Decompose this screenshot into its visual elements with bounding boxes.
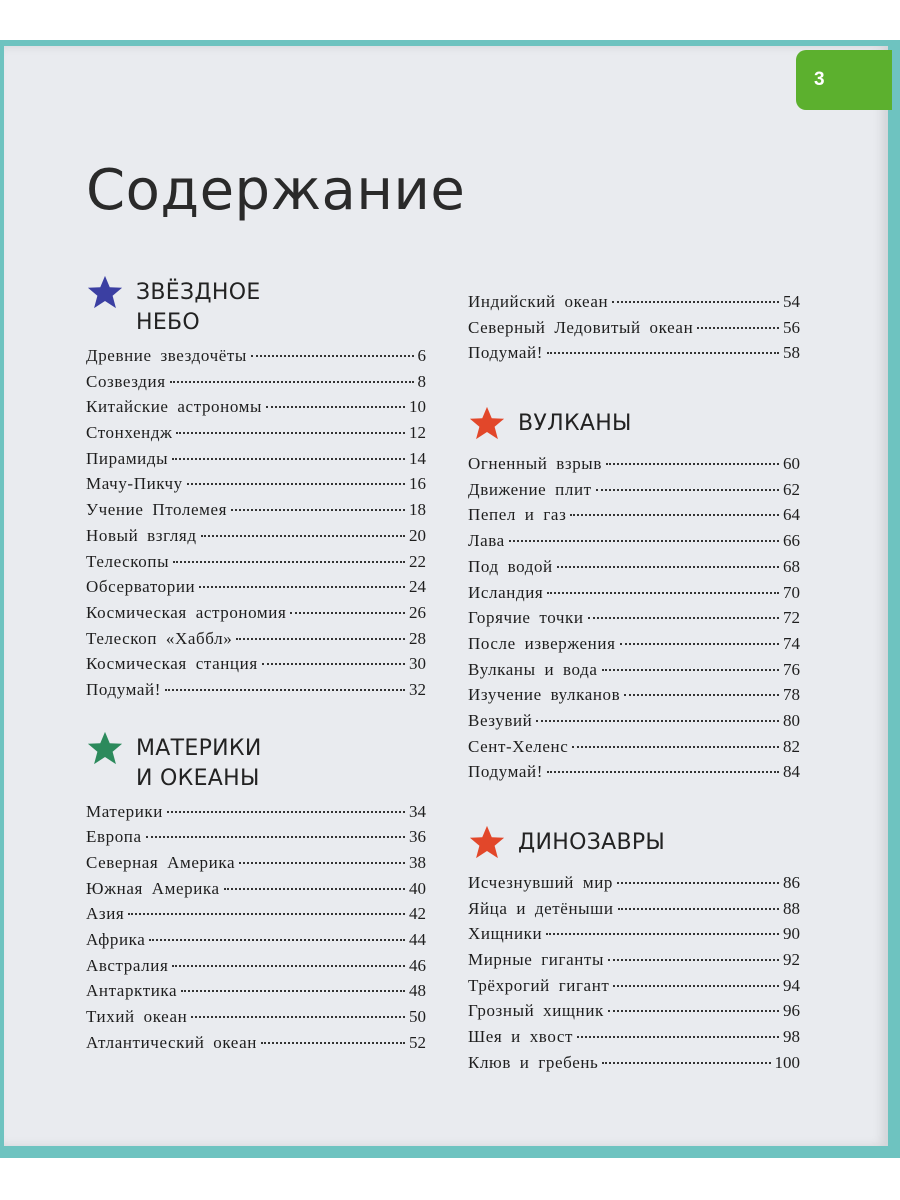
section-header bbox=[86, 278, 426, 338]
dot-leader bbox=[606, 463, 779, 465]
toc-entry-label: Подумай! bbox=[86, 679, 161, 699]
toc-entry-page-number: 64 bbox=[783, 505, 800, 525]
toc-entry-label: Атлантический океан bbox=[86, 1032, 257, 1052]
toc-entry[interactable] bbox=[468, 480, 800, 506]
dot-leader bbox=[602, 1062, 770, 1064]
toc-entry-label: Сент-Хеленс bbox=[468, 736, 569, 756]
dot-leader bbox=[266, 406, 405, 408]
toc-entry[interactable] bbox=[468, 1001, 800, 1027]
toc-entry[interactable] bbox=[468, 608, 800, 634]
toc-entry-page-number: 82 bbox=[783, 736, 800, 756]
toc-entry[interactable] bbox=[86, 930, 426, 956]
section-header bbox=[468, 409, 800, 442]
toc-entry[interactable] bbox=[86, 346, 426, 372]
toc-entries bbox=[86, 802, 426, 1059]
toc-entry-page-number: 58 bbox=[783, 343, 800, 363]
toc-entry-page-number: 36 bbox=[409, 827, 426, 847]
dot-leader bbox=[596, 489, 779, 491]
dot-leader bbox=[546, 933, 779, 935]
toc-entry-page-number: 44 bbox=[409, 930, 426, 950]
toc-entry-label: Северный Ледовитый океан bbox=[468, 317, 694, 337]
toc-entry[interactable] bbox=[86, 552, 426, 578]
toc-entry-page-number: 84 bbox=[783, 762, 800, 782]
section-title-line: ВУЛКАНЫ bbox=[518, 411, 632, 437]
section-title-line: МАТЕРИКИ bbox=[136, 735, 262, 761]
dot-leader bbox=[577, 1036, 779, 1038]
page-title: Содержание bbox=[86, 158, 466, 223]
dot-leader bbox=[613, 985, 779, 987]
toc-entry-page-number: 26 bbox=[409, 602, 426, 622]
dot-leader bbox=[191, 1016, 405, 1018]
dot-leader bbox=[588, 617, 779, 619]
toc-entry[interactable] bbox=[468, 950, 800, 976]
toc-entry[interactable] bbox=[86, 1033, 426, 1059]
toc-entry-label: Движение плит bbox=[468, 479, 592, 499]
dot-leader bbox=[261, 1042, 405, 1044]
toc-entry-label: Телескопы bbox=[86, 551, 170, 571]
toc-entry-page-number: 98 bbox=[783, 1027, 800, 1047]
toc-entry-page-number: 72 bbox=[783, 608, 800, 628]
toc-entry[interactable] bbox=[86, 1007, 426, 1033]
toc-entry-page-number: 8 bbox=[417, 371, 426, 391]
toc-section-star-sky bbox=[86, 278, 426, 706]
toc-entry-label: Антарктика bbox=[86, 981, 178, 1001]
toc-entry[interactable] bbox=[86, 827, 426, 853]
toc-entry[interactable] bbox=[468, 924, 800, 950]
dot-leader bbox=[608, 959, 779, 961]
toc-entry-label: Новый взгляд bbox=[86, 525, 197, 545]
toc-entry[interactable] bbox=[468, 762, 800, 788]
toc-entry-page-number: 32 bbox=[409, 679, 426, 699]
dot-leader bbox=[290, 612, 405, 614]
dot-leader bbox=[165, 689, 405, 691]
dot-leader bbox=[608, 1010, 779, 1012]
toc-entry-label: Огненный взрыв bbox=[468, 454, 602, 474]
dot-leader bbox=[509, 540, 779, 542]
dot-leader bbox=[181, 990, 405, 992]
toc-entry-page-number: 78 bbox=[783, 685, 800, 705]
dot-leader bbox=[172, 965, 405, 967]
toc-entries bbox=[468, 873, 800, 1079]
toc-entry[interactable] bbox=[86, 474, 426, 500]
section-title bbox=[136, 278, 261, 338]
toc-entry-label: Пепел и газ bbox=[468, 505, 567, 525]
toc-entry[interactable] bbox=[468, 737, 800, 763]
toc-entry[interactable] bbox=[468, 711, 800, 737]
toc-entry[interactable] bbox=[86, 680, 426, 706]
toc-entry-label: Пирамиды bbox=[86, 448, 169, 468]
toc-entry-label: Подумай! bbox=[468, 762, 543, 782]
section-title-line: НЕБО bbox=[136, 310, 201, 335]
toc-entry-page-number: 56 bbox=[783, 317, 800, 337]
toc-entry-label: Изучение вулканов bbox=[468, 685, 621, 705]
toc-entry-page-number: 90 bbox=[783, 924, 800, 944]
dot-leader bbox=[262, 663, 405, 665]
toc-entry-label: Под водой bbox=[468, 556, 553, 576]
toc-entries bbox=[86, 346, 426, 706]
section-header bbox=[468, 828, 800, 861]
section-title-line: ДИНОЗАВРЫ bbox=[518, 830, 666, 855]
toc-entry[interactable] bbox=[86, 500, 426, 526]
dot-leader bbox=[173, 561, 405, 563]
section-title bbox=[136, 734, 262, 794]
toc-entry[interactable] bbox=[86, 956, 426, 982]
toc-entry[interactable] bbox=[468, 505, 800, 531]
toc-entry-page-number: 74 bbox=[783, 633, 800, 653]
toc-entry-label: Тихий океан bbox=[86, 1007, 188, 1027]
dot-leader bbox=[620, 643, 780, 645]
dot-leader bbox=[618, 908, 779, 910]
toc-entry[interactable] bbox=[86, 423, 426, 449]
dot-leader bbox=[547, 592, 779, 594]
toc-entry-page-number: 70 bbox=[783, 582, 800, 602]
toc-entry[interactable] bbox=[468, 976, 800, 1002]
toc-entry-page-number: 14 bbox=[409, 448, 426, 468]
dot-leader bbox=[572, 746, 779, 748]
toc-entry-label: Северная Америка bbox=[86, 853, 236, 872]
toc-entry[interactable] bbox=[86, 397, 426, 423]
toc-entry[interactable] bbox=[86, 981, 426, 1007]
toc-entry-page-number: 54 bbox=[783, 292, 800, 311]
toc-entry-page-number: 30 bbox=[409, 654, 426, 674]
dot-leader bbox=[536, 720, 779, 722]
toc-entry-page-number: 76 bbox=[783, 659, 800, 679]
toc-entry-page-number: 66 bbox=[783, 531, 800, 551]
dot-leader bbox=[172, 458, 405, 460]
toc-entry[interactable] bbox=[468, 292, 800, 318]
dot-leader bbox=[199, 586, 405, 588]
toc-section-continents-oceans bbox=[86, 734, 426, 1059]
toc-entry-page-number: 62 bbox=[783, 479, 800, 499]
toc-entry-page-number: 92 bbox=[783, 950, 800, 970]
toc-entry[interactable] bbox=[468, 1053, 800, 1079]
toc-entry-label: После извержения bbox=[468, 633, 616, 653]
toc-entry-page-number: 52 bbox=[409, 1032, 426, 1052]
toc-entry-label: Австралия bbox=[86, 955, 169, 975]
toc-entry-page-number: 34 bbox=[409, 801, 426, 821]
green-star-icon bbox=[86, 729, 124, 767]
toc-entry-page-number: 94 bbox=[783, 975, 800, 995]
toc-entry-label: Обсерватории bbox=[86, 577, 196, 597]
toc-entry[interactable] bbox=[86, 879, 426, 905]
toc-entry-label: Исландия bbox=[468, 582, 544, 602]
toc-entry-label: Южная Америка bbox=[86, 878, 220, 898]
dot-leader bbox=[697, 327, 779, 329]
dot-leader bbox=[602, 669, 779, 671]
toc-entry-page-number: 22 bbox=[409, 551, 426, 571]
toc-entry-page-number: 68 bbox=[783, 556, 800, 576]
toc-entry-page-number: 6 bbox=[417, 346, 426, 365]
toc-entry-label: Материки bbox=[86, 801, 163, 821]
toc-entry-page-number: 28 bbox=[409, 628, 426, 648]
section-title bbox=[518, 828, 665, 858]
toc-entries-continued bbox=[468, 292, 800, 369]
toc-entry[interactable] bbox=[468, 343, 800, 369]
toc-entry-label: Китайские астрономы bbox=[86, 397, 262, 417]
toc-entry-label: Европа bbox=[86, 827, 142, 847]
toc-entry-label: Космическая станция bbox=[86, 654, 258, 674]
dot-leader bbox=[239, 862, 405, 864]
toc-entry[interactable] bbox=[468, 454, 800, 480]
toc-entry-label: Азия bbox=[86, 904, 125, 924]
toc-entry-label: Хищники bbox=[468, 924, 543, 944]
dot-leader bbox=[167, 811, 405, 813]
toc-entry-label: Мирные гиганты bbox=[468, 950, 604, 970]
toc-entry-label: Лава bbox=[468, 531, 505, 551]
dot-leader bbox=[547, 771, 779, 773]
dot-leader bbox=[612, 301, 779, 303]
section-title-line: И ОКЕАНЫ bbox=[136, 765, 260, 791]
toc-entry-label: Африка bbox=[86, 930, 146, 950]
toc-entry-page-number: 16 bbox=[409, 474, 426, 494]
toc-entry-page-number: 86 bbox=[783, 873, 800, 892]
toc-entry-page-number: 100 bbox=[774, 1052, 800, 1072]
toc-entry-label: Мачу-Пикчу bbox=[86, 474, 183, 494]
toc-entry-page-number: 40 bbox=[409, 878, 426, 898]
toc-entry[interactable] bbox=[468, 899, 800, 925]
toc-entry-page-number: 80 bbox=[783, 710, 800, 730]
toc-entry-label: Шея и хвост bbox=[468, 1027, 574, 1047]
dot-leader bbox=[547, 352, 779, 354]
dot-leader bbox=[224, 888, 405, 890]
toc-entry[interactable] bbox=[468, 557, 800, 583]
toc-entry-page-number: 42 bbox=[409, 904, 426, 924]
toc-entry[interactable] bbox=[86, 577, 426, 603]
red-star-icon bbox=[468, 404, 506, 442]
toc-entry-label: Клюв и гребень bbox=[468, 1052, 599, 1072]
toc-entry[interactable] bbox=[468, 873, 800, 899]
toc-entry-label: Древние звездочёты bbox=[86, 346, 247, 365]
toc-entry-page-number: 38 bbox=[409, 853, 426, 872]
toc-entry-page-number: 24 bbox=[409, 577, 426, 597]
toc-entry[interactable] bbox=[86, 449, 426, 475]
toc-entry-label: Индийский океан bbox=[468, 292, 609, 311]
red-star-icon bbox=[468, 823, 506, 861]
section-title-line: ЗВЁЗДНОЕ bbox=[136, 280, 261, 305]
toc-entry[interactable] bbox=[468, 531, 800, 557]
toc-entry-page-number: 88 bbox=[783, 898, 800, 918]
toc-entry[interactable] bbox=[86, 603, 426, 629]
dot-leader bbox=[149, 939, 405, 941]
toc-entry-page-number: 12 bbox=[409, 423, 426, 443]
dot-leader bbox=[557, 566, 779, 568]
toc-entry-page-number: 20 bbox=[409, 525, 426, 545]
toc-entry[interactable] bbox=[86, 802, 426, 828]
toc-entry-page-number: 46 bbox=[409, 955, 426, 975]
toc-entry-page-number: 60 bbox=[783, 454, 800, 474]
toc-entries bbox=[468, 454, 800, 788]
dot-leader bbox=[236, 638, 405, 640]
dot-leader bbox=[146, 836, 405, 838]
toc-entry-label: Исчезнувший мир bbox=[468, 873, 614, 892]
toc-entry-label: Учение Птолемея bbox=[86, 500, 228, 520]
toc-entry-label: Вулканы и вода bbox=[468, 659, 598, 679]
toc-column-right bbox=[468, 292, 800, 1079]
toc-column-left bbox=[86, 278, 426, 1059]
dot-leader bbox=[617, 882, 779, 884]
toc-entry[interactable] bbox=[86, 372, 426, 398]
page-number: 3 bbox=[814, 69, 825, 90]
toc-entry[interactable] bbox=[468, 685, 800, 711]
toc-entry-label: Стонхендж bbox=[86, 423, 173, 443]
toc-section-volcanoes bbox=[468, 409, 800, 788]
dot-leader bbox=[231, 509, 405, 511]
dot-leader bbox=[170, 381, 414, 383]
toc-entry[interactable] bbox=[468, 634, 800, 660]
dot-leader bbox=[570, 514, 779, 516]
toc-entry-label: Горячие точки bbox=[468, 608, 584, 628]
dot-leader bbox=[187, 483, 405, 485]
toc-entry-label: Везувий bbox=[468, 710, 533, 730]
toc-entry-page-number: 96 bbox=[783, 1001, 800, 1021]
page-number-tab bbox=[796, 50, 892, 110]
toc-entry-label: Созвездия bbox=[86, 371, 166, 391]
dot-leader bbox=[624, 694, 779, 696]
toc-entry-label: Космическая астрономия bbox=[86, 602, 287, 622]
toc-entry-page-number: 50 bbox=[409, 1007, 426, 1027]
toc-entry[interactable] bbox=[86, 526, 426, 552]
dot-leader bbox=[176, 432, 405, 434]
toc-entry-page-number: 10 bbox=[409, 397, 426, 417]
toc-entry-label: Подумай! bbox=[468, 343, 543, 363]
toc-entry[interactable] bbox=[86, 654, 426, 680]
toc-section-dinosaurs bbox=[468, 828, 800, 1079]
toc-entry[interactable] bbox=[468, 660, 800, 686]
toc-entry[interactable] bbox=[468, 583, 800, 609]
toc-entry[interactable] bbox=[86, 853, 426, 879]
toc-entry[interactable] bbox=[468, 318, 800, 344]
toc-entry-page-number: 18 bbox=[409, 500, 426, 520]
dot-leader bbox=[128, 913, 405, 915]
toc-entry-label: Телескоп «Хаббл» bbox=[86, 628, 233, 648]
toc-entry-label: Грозный хищник bbox=[468, 1001, 604, 1021]
toc-entry-label: Трёхрогий гигант bbox=[468, 975, 610, 995]
toc-entry[interactable] bbox=[468, 1027, 800, 1053]
toc-entry-page-number: 48 bbox=[409, 981, 426, 1001]
section-header bbox=[86, 734, 426, 794]
dot-leader bbox=[251, 355, 414, 357]
section-title bbox=[518, 409, 632, 439]
dot-leader bbox=[201, 535, 405, 537]
blue-star-icon bbox=[86, 273, 124, 311]
toc-entry-label: Яйца и детёныши bbox=[468, 898, 614, 918]
toc-entry[interactable] bbox=[86, 629, 426, 655]
toc-entry[interactable] bbox=[86, 904, 426, 930]
